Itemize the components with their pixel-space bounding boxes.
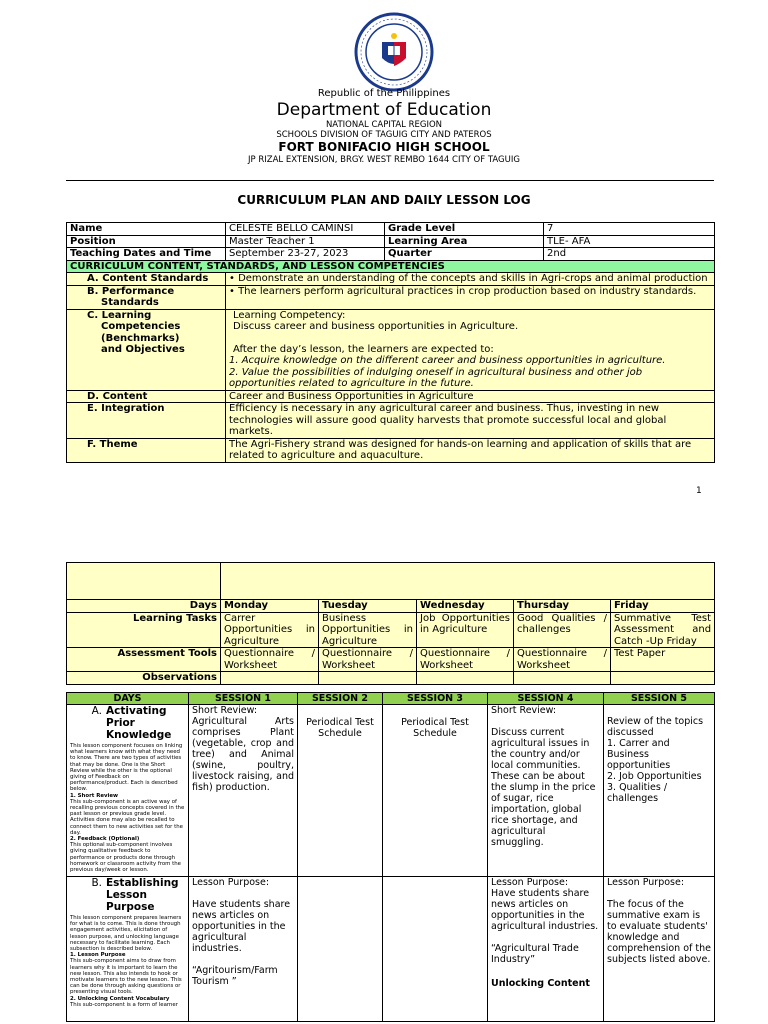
observation-cell: [319, 672, 417, 685]
sessions-header: SESSION 2: [298, 693, 383, 705]
content-label: D. Content: [67, 390, 226, 403]
theme-label: F. Theme: [67, 438, 226, 462]
section-title: Establishing Lesson Purpose: [106, 877, 179, 913]
republic-text: Republic of the Philippines: [317, 88, 451, 99]
quarter-value: 2nd: [544, 248, 715, 261]
integration-label: E. Integration: [67, 403, 226, 439]
table-row: [67, 648, 715, 672]
grade-label: Grade Level: [385, 223, 544, 236]
performance-standards-label: [67, 285, 226, 309]
competencies-label: [67, 309, 226, 390]
division-text: SCHOOLS DIVISION OF TAGUIG CITY AND PATEROS: [276, 130, 492, 140]
position-value: Master Teacher 1: [226, 235, 385, 248]
task-cell: Business Opportunities in Agriculture: [319, 612, 417, 648]
cell-text: Discuss current agricultural issues in the country and/or local communities. These can be about the slump in the price of sugar, rice importation, global rice shortage, and agricultural smuggling.: [491, 727, 596, 848]
theme-text: The Agri-Fishery strand was designed for hands-on learning and application of skills that are related to agriculture and aquaculture.: [226, 438, 715, 462]
content-standards-label: A. Content Standards: [67, 273, 226, 286]
sessions-header: SESSION 3: [383, 693, 488, 705]
session-1-cell: [189, 877, 298, 1022]
tool-cell: Questionnaire / Worksheet: [417, 648, 514, 672]
table-row: [67, 693, 715, 705]
section-description: This lesson component prepares learners for what is to come. This is done through engagement activities, elicitation of lesson purpose, and unlocking language necessary to facilitate learning. Each subsection is described below.: [70, 915, 182, 953]
dates-label: Teaching Dates and Time: [67, 248, 226, 261]
table-row: [67, 235, 715, 248]
competency-text: Discuss career and business opportunities in Agriculture.: [233, 321, 519, 332]
cell-text: 2. Job Opportunities: [607, 771, 702, 782]
cell-text: The focus of the summative exam is to evaluate students' knowledge and comprehension of the subjects listed above.: [607, 899, 711, 965]
observation-cell: [417, 672, 514, 685]
session-2-cell: Periodical Test Schedule: [298, 705, 383, 877]
integration-text: Efficiency is necessary in any agricultural career and business. Thus, investing in new technologies will assure good quality harvests that promote successful local and global markets.: [226, 403, 715, 439]
curriculum-heading: CURRICULUM CONTENT, STANDARDS, AND LESSON COMPETENCIES: [67, 260, 715, 273]
sessions-header: SESSION 5: [604, 693, 715, 705]
tool-cell: Questionnaire / Worksheet: [319, 648, 417, 672]
day-cell: Monday: [221, 600, 319, 613]
label-line: B. Performance: [87, 285, 175, 297]
page-number: 1: [696, 486, 702, 496]
cell-quote: “Agricultural Trade Industry”: [491, 943, 579, 965]
table-row: [67, 248, 715, 261]
table-row: [67, 672, 715, 685]
cell-heading: Lesson Purpose:: [607, 877, 685, 888]
sessions-header: SESSION 4: [488, 693, 604, 705]
name-value: CELESTE BELLO CAMINSI: [226, 223, 385, 236]
lesson-purpose-cell: [67, 877, 189, 1022]
cell-heading: Lesson Purpose:: [192, 877, 270, 888]
section-title: Activating Prior Knowledge: [106, 705, 172, 741]
session-1-cell: [189, 705, 298, 877]
subsection-title: 2. Unlocking Content Vocabulary: [70, 995, 170, 1002]
section-letter: B.: [91, 877, 102, 889]
tool-cell: Test Paper: [611, 648, 715, 672]
document-title: CURRICULUM PLAN AND DAILY LESSON LOG: [237, 193, 531, 207]
performance-standards-text: • The learners perform agricultural practices in crop production based on industry standards.: [226, 285, 715, 309]
position-label: Position: [67, 235, 226, 248]
table-row: [67, 260, 715, 273]
tool-cell: Questionnaire / Worksheet: [514, 648, 611, 672]
cell-subheading: Unlocking Content: [491, 978, 590, 989]
cell-text: Review of the topics discussed: [607, 716, 704, 738]
subsection-description: This sub-component is a form of learner: [70, 1001, 178, 1008]
observation-cell: [221, 672, 319, 685]
table-row: [67, 309, 715, 390]
table-row: [67, 390, 715, 403]
task-cell: Carrer Opportunities in Agriculture: [221, 612, 319, 648]
session-3-cell: Periodical Test Schedule: [383, 705, 488, 877]
header-divider: [66, 180, 714, 181]
sessions-header: DAYS: [67, 693, 189, 705]
region-text: NATIONAL CAPITAL REGION: [325, 120, 443, 130]
table-row: [67, 705, 715, 877]
session-3-cell: [383, 877, 488, 1022]
cell-heading: Lesson Purpose:: [491, 877, 569, 888]
tasks-label: Learning Tasks: [67, 612, 221, 648]
session-4-cell: [488, 705, 604, 877]
school-address: JP RIZAL EXTENSION, BRGY. WEST REMBO 1644 CITY OF TAGUIG: [248, 155, 520, 165]
cell-heading: Short Review:: [192, 705, 258, 716]
table-row: [67, 223, 715, 236]
session-5-cell: [604, 705, 715, 877]
grade-value: 7: [544, 223, 715, 236]
observation-cell: [611, 672, 715, 685]
cell-text: 3. Qualities / challenges: [607, 782, 668, 804]
school-name: FORT BONIFACIO HIGH SCHOOL: [278, 140, 490, 154]
subsection-title: 1. Short Review: [70, 792, 119, 799]
area-label: Learning Area: [385, 235, 544, 248]
task-cell: Summative Test Assessment and Catch -Up Friday: [611, 612, 715, 648]
table-row: [67, 600, 715, 613]
day-cell: Thursday: [514, 600, 611, 613]
cell-quote: “Agritourism/Farm Tourism ”: [192, 965, 278, 987]
table-row: [67, 273, 715, 286]
weekly-plan-table: [66, 562, 715, 685]
competencies-text: [226, 309, 715, 390]
task-cell: Good Qualities / challenges: [514, 612, 611, 648]
subsection-title: 1. Lesson Purpose: [70, 952, 126, 959]
sessions-header: SESSION 1: [189, 693, 298, 705]
cell-text: Agricultural Arts comprises Plant (vegetable, crop and tree) and Animal (swine, poultry, livestock raising, and fish) production.: [192, 716, 294, 793]
observation-cell: [514, 672, 611, 685]
session-2-cell: [298, 877, 383, 1022]
area-value: TLE- AFA: [544, 235, 715, 248]
department-title: Department of Education: [276, 100, 492, 120]
day-cell: Friday: [611, 600, 715, 613]
table-row: [67, 563, 715, 600]
objective-2: 2. Value the possibilities of indulging oneself in agricultural business and other job opportunities related to agriculture in the future.: [229, 366, 643, 389]
label-line: Standards: [101, 297, 159, 308]
table-row: [67, 877, 715, 1022]
table-row: [67, 612, 715, 648]
cell-text: 1. Carrer and Business opportunities: [607, 738, 671, 771]
days-label: Days: [67, 600, 221, 613]
day-cell: Tuesday: [319, 600, 417, 613]
blank-cell: [221, 563, 715, 600]
quarter-label: Quarter: [385, 248, 544, 261]
label-line: C. Learning: [87, 309, 152, 321]
lesson-info-table: [66, 222, 715, 463]
table-row: [67, 438, 715, 462]
subsection-description: This sub-component aims to draw from learners why it is important to learn the new lesson. This also intends to hook or motivate learners to the new lesson. This can be done through asking questions or presenting visual tools.: [70, 958, 182, 996]
content-standards-text: • Demonstrate an understanding of the concepts and skills in Agri-crops and animal production: [226, 273, 715, 286]
name-label: Name: [67, 223, 226, 236]
subsection-description: This optional sub-component involves giving qualitative feedback to performance or products done through homework or classroom activity from the previous day/week or lesson.: [70, 842, 181, 874]
tool-cell: Questionnaire / Worksheet: [221, 648, 319, 672]
competency-heading: Learning Competency:: [233, 309, 346, 321]
subsection-title: 2. Feedback (Optional): [70, 836, 140, 843]
dates-value: September 23-27, 2023: [226, 248, 385, 261]
section-description: This lesson component focuses on linking what learners know with what they need to know. There are two types of activities that may be done. One is the Short Review while the other is the optional giving of Feedback on performance/product. Each is described below.: [70, 743, 183, 793]
cell-text: Have students share news articles on opportunities in the agricultural industries.: [192, 899, 291, 954]
blank-cell: [67, 563, 221, 600]
label-line: Competencies: [101, 321, 181, 332]
tools-label: Assessment Tools: [67, 648, 221, 672]
deped-seal-logo: [354, 12, 434, 92]
cell-heading: Short Review:: [491, 705, 557, 716]
objectives-intro: After the day’s lesson, the learners are expected to:: [233, 343, 494, 355]
cell-text: Have students share news articles on opportunities in the agricultural industries.: [491, 888, 599, 932]
session-4-cell: [488, 877, 604, 1022]
day-cell: Wednesday: [417, 600, 514, 613]
label-line: and Objectives: [101, 344, 185, 355]
table-row: [67, 403, 715, 439]
subsection-description: This sub-component is an active way of recalling previous concepts covered in the past lesson or previous grade level. Activities done may also be recalled to connect them to new activities set for the day.: [70, 798, 185, 836]
observations-label: Observations: [67, 672, 221, 685]
activating-knowledge-cell: [67, 705, 189, 877]
objective-1: 1. Acquire knowledge on the different career and business opportunities in agriculture.: [229, 355, 666, 366]
session-5-cell: [604, 877, 715, 1022]
task-cell: Job Opportunities in Agriculture: [417, 612, 514, 648]
sessions-table: [66, 692, 715, 1022]
content-text: Career and Business Opportunities in Agriculture: [226, 390, 715, 403]
table-row: [67, 285, 715, 309]
label-line: (Benchmarks): [101, 332, 180, 344]
section-letter: A.: [91, 705, 102, 717]
